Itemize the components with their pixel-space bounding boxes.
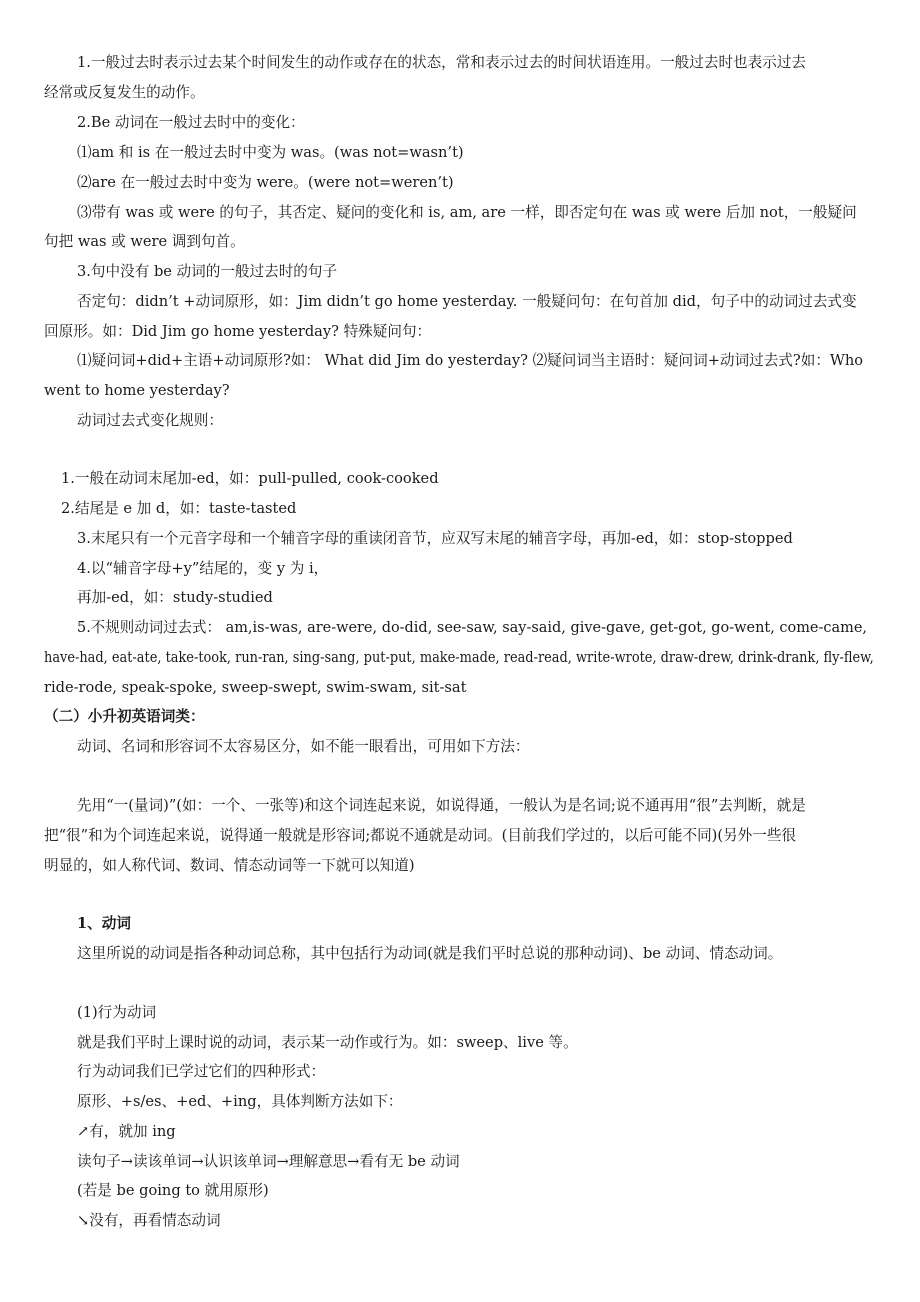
text-line: 这里所说的动词是指各种动词总称，其中包括行为动词(就是我们平时总说的那种动词)、be 动词、情态动词。 [77,945,783,962]
text-line: (若是 be going to 就用原形) [77,1182,269,1199]
text-line: 原形、+s/es、+ed、+ing，具体判断方法如下： [77,1093,403,1110]
text-line: 动词过去式变化规则： [77,412,223,429]
subsection-heading: 1、动词 [77,915,131,932]
text-line: 4.以“辅音字母+y”结尾的，变 y 为 i， [77,560,329,577]
text-line: ⑴疑问词+did+主语+动词原形?如： What did Jim do yesterday? ⑵疑问词当主语时：疑问词+动词过去式?如：Who [77,352,864,369]
text-line: 经常或反复发生的动作。 [44,84,205,101]
text-line: ⑴am 和 is 在一般过去时中变为 was。(was not=wasn’t) [77,144,464,161]
text-line: 1.一般在动词末尾加-ed，如：pull-pulled, cook-cooked [61,470,439,487]
text-line: 3.句中没有 be 动词的一般过去时的句子 [77,263,338,280]
text-line: ⑵are 在一般过去时中变为 were。(were not=weren’t) [77,174,454,191]
text-line: 再加-ed，如：study-studied [77,589,273,606]
text-line: ⑶带有 was 或 were 的句子，其否定、疑问的变化和 is, am, are 一样，即否定句在 was 或 were 后加 not，一般疑问 [77,204,857,221]
text-line: ride-rode, speak-spoke, sweep-swept, swim-swam, sit-sat [44,679,467,696]
text-line: (1)行为动词 [77,1004,157,1021]
text-line: 1.一般过去时表示过去某个时间发生的动作或存在的状态，常和表示过去的时间状语连用。一般过去时也表示过去 [77,54,807,71]
text-line: have-had, eat-ate, take-took, run-ran, sing-sang, put-put, make-made, read-read, write-wrote, draw-drew, drink-drank, fly-flew, [44,649,874,666]
text-line: 句把 was 或 were 调到句首。 [44,233,245,250]
text-line: 行为动词我们已学过它们的四种形式： [77,1063,326,1080]
text-line: ↘没有，再看情态动词 [77,1212,221,1229]
text-line: 就是我们平时上课时说的动词，表示某一动作或行为。如：sweep、live 等。 [77,1034,578,1051]
text-line: 明显的，如人称代词、数词、情态动词等一下就可以知道) [44,857,415,874]
text-line: 5.不规则动词过去式： am,is-was, are-were, do-did, see-saw, say-said, give-gave, get-got, go-went, come-came, [77,619,867,636]
text-line: 3.末尾只有一个元音字母和一个辅音字母的重读闭音节，应双写末尾的辅音字母，再加-ed，如：stop-stopped [77,530,793,547]
text-line: ↗有，就加 ing [77,1123,176,1140]
text-line: 把“很”和为个词连起来说，说得通一般就是形容词;都说不通就是动词。(目前我们学过的，以后可能不同)(另外一些很 [44,827,797,844]
text-line: went to home yesterday? [44,382,230,399]
text-line: 否定句：didn’t +动词原形，如：Jim didn’t go home yesterday. 一般疑问句：在句首加 did，句子中的动词过去式变 [77,293,857,310]
text-line: 2.Be 动词在一般过去时中的变化： [77,114,305,131]
text-line: 回原形。如：Did Jim go home yesterday? 特殊疑问句： [44,323,432,340]
section-heading: （二）小升初英语词类： [44,708,205,725]
text-line: 动词、名词和形容词不太容易区分，如不能一眼看出，可用如下方法： [77,738,530,755]
text-line: 先用“一(量词)”(如：一个、一张等)和这个词连起来说，如说得通，一般认为是名词;说不通再用“很”去判断，就是 [77,797,806,814]
text-line: 2.结尾是 e 加 d，如：taste-tasted [61,500,297,517]
text-line: 读句子→读该单词→认识该单词→理解意思→看有无 be 动词 [77,1153,460,1170]
